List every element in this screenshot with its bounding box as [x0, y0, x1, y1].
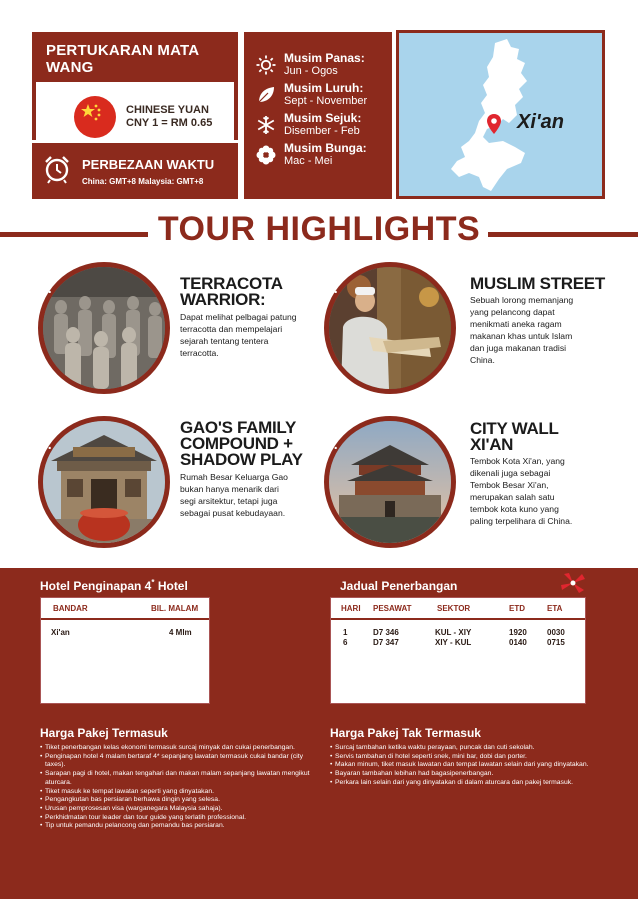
hotel-cell-city: Xi'an — [51, 628, 70, 637]
alarm-clock-icon — [42, 154, 72, 184]
season-months: Sept - November — [284, 95, 368, 107]
location-pin-icon — [486, 113, 502, 135]
currency-exchange-title: PERTUKARAN MATA WANG — [46, 42, 199, 76]
included-title: Harga Pakej Termasuk — [40, 726, 168, 740]
list-item: • Pengangkutan bas persiaran berhawa dingin yang selesa. — [40, 796, 320, 805]
included-list — [40, 744, 320, 831]
season-name: Musim Panas: — [284, 51, 365, 65]
highlight-desc-line: Tembok Kota Xi'an, yang — [470, 456, 565, 466]
highlight-desc-line: tembok kota kuno yang — [470, 504, 559, 514]
china-flag-icon — [74, 96, 116, 138]
highlight-title-line: SHADOW PLAY — [180, 450, 303, 469]
flight-header-aircraft: PESAWAT — [373, 604, 412, 613]
flight-cell: D7 346 — [373, 628, 399, 637]
currency-exchange-panel — [36, 82, 234, 152]
highlight-number: 2. — [326, 280, 338, 296]
flight-header-eta: ETA — [547, 604, 563, 613]
currency-exchange-box — [32, 32, 238, 140]
highlight-title — [470, 421, 559, 453]
season-name: Musim Luruh: — [284, 81, 364, 95]
highlight-desc-line: segi arsitektur, tetapi juga — [180, 496, 278, 506]
list-item: • Bayaran tambahan lebihan had bagasipenerbangan. — [330, 770, 600, 779]
highlight-desc-line: terracotta dan mempelajari — [180, 324, 283, 334]
highlight-number: 4. — [326, 436, 338, 452]
list-item: • Tip untuk pemandu pelancong dan pemandu bas persiaran. — [40, 822, 320, 831]
hotel-star: * — [151, 578, 155, 587]
time-difference-title: PERBEZAAN WAKTU — [82, 157, 215, 172]
flight-cell: 1920 — [509, 628, 527, 637]
season-autumn — [254, 82, 392, 112]
currency-name: CHINESE YUAN — [126, 104, 209, 116]
list-item: • Sarapan pagi di hotel, makan tengahari dan makan malam sepanjang lawatan mengikut aturcara. — [40, 770, 320, 787]
hotel-header-city: BANDAR — [53, 604, 88, 613]
list-item: • Surcaj tambahan ketika waktu perayaan, puncak dan cuti sekolah. — [330, 744, 600, 753]
highlight-title-line: COMPOUND + — [180, 434, 293, 453]
highlight-title — [180, 420, 303, 468]
leaf-icon — [256, 85, 276, 105]
time-difference-detail: China: GMT+8 Malaysia: GMT+8 — [82, 177, 204, 186]
highlight-description — [180, 471, 288, 519]
time-difference-box — [32, 143, 238, 199]
flight-cell: 6 — [343, 638, 348, 647]
list-item: • Tiket penerbangan kelas ekonomi termasuk surcaj minyak dan cukai penerbangan. — [40, 744, 320, 753]
terracotta-warrior-photo — [38, 262, 170, 394]
flight-header-etd: ETD — [509, 604, 525, 613]
list-item: • Makan minum, tiket masuk lawatan dan tempat lawatan selain dari yang dinyatakan. — [330, 761, 600, 770]
highlight-title-line: CITY WALL — [470, 419, 559, 438]
hotel-table — [40, 597, 210, 704]
highlight-description — [470, 455, 572, 527]
highlight-desc-line: sebagai pusat kebudayaan. — [180, 508, 286, 518]
season-months: Jun - Ogos — [284, 65, 338, 77]
seasons-box — [244, 32, 392, 199]
highlight-desc-line: paling terpelihara di China. — [470, 516, 573, 526]
highlight-desc-line: sejarah tentang tentera — [180, 336, 269, 346]
highlight-title-line: GAO'S FAMILY — [180, 418, 296, 437]
divider-right — [488, 232, 638, 237]
snowflake-icon — [256, 115, 276, 135]
highlight-title-line: WARRIOR: — [180, 290, 266, 309]
airline-logo-icon — [560, 572, 586, 594]
highlight-number: 1. — [40, 280, 52, 296]
hotel-header-divider — [41, 618, 209, 620]
highlight-desc-line: menikmati aneka ragam — [470, 319, 562, 329]
highlight-description — [470, 294, 573, 366]
hotel-title — [40, 578, 188, 593]
flight-header-day: HARI — [341, 604, 361, 613]
shaanxi-map — [399, 33, 602, 196]
highlight-desc-line: Dapat melihat pelbagai patung — [180, 312, 297, 322]
flight-table — [330, 597, 586, 704]
highlight-desc-line: makanan khas untuk Islam — [470, 331, 573, 341]
hotel-cell-nights: 4 Mlm — [169, 628, 192, 637]
tour-highlights-title: TOUR HIGHLIGHTS — [157, 210, 481, 248]
highlight-description — [180, 311, 297, 359]
flower-icon — [256, 145, 276, 165]
season-name: Musim Sejuk: — [284, 111, 362, 125]
sun-icon — [256, 55, 276, 75]
highlight-desc-line: merupakan salah satu — [470, 492, 555, 502]
season-months: Disember - Feb — [284, 125, 360, 137]
map-city-label: Xi'an — [517, 111, 564, 133]
highlight-title-line: XI'AN — [470, 435, 514, 454]
season-summer — [254, 52, 392, 82]
currency-rate: CNY 1 = RM 0.65 — [126, 117, 213, 129]
divider-left — [0, 232, 148, 237]
excluded-list — [330, 744, 600, 788]
hotel-title-suffix: Hotel — [154, 579, 188, 593]
flight-header-divider — [331, 618, 585, 620]
season-months: Mac - Mei — [284, 155, 333, 167]
flight-cell: 0030 — [547, 628, 565, 637]
flight-schedule-title: Jadual Penerbangan — [340, 579, 458, 593]
highlight-desc-line: yang pelancong dapat — [470, 307, 555, 317]
highlight-desc-line: Rumah Besar Keluarga Gao — [180, 472, 288, 482]
season-winter — [254, 112, 392, 142]
list-item: • Tiket masuk ke tempat lawatan seperti yang dinyatakan. — [40, 788, 320, 797]
flight-cell: 0140 — [509, 638, 527, 647]
excluded-title: Harga Pakej Tak Termasuk — [330, 726, 481, 740]
highlight-desc-line: China. — [470, 355, 495, 365]
list-item: • Perkhidmatan tour leader dan tour guide yang terlatih professional. — [40, 814, 320, 823]
season-name: Musim Bunga: — [284, 141, 367, 155]
map-box — [396, 30, 605, 199]
hotel-header-nights: BIL. MALAM — [151, 604, 199, 613]
highlight-title-line: MUSLIM STREET — [470, 274, 605, 293]
flight-cell: KUL - XIY — [435, 628, 472, 637]
list-item: • Penginapan hotel 4 malam bertaraf 4* sepanjang lawatan termasuk cukai bandar (city taxes). — [40, 753, 320, 770]
list-item: • Perkara lain selain dari yang dinyatakan di dalam aturcara dan pakej termasuk. — [330, 779, 600, 788]
list-item: • Urusan pemprosesan visa (warganegara Malaysia sahaja). — [40, 805, 320, 814]
flight-cell: 0715 — [547, 638, 565, 647]
list-item: • Servis tambahan di hotel seperti snek, mini bar, dobi dan porter. — [330, 753, 600, 762]
flight-cell: XIY - KUL — [435, 638, 472, 647]
gao-family-compound-photo — [38, 416, 170, 548]
highlight-desc-line: dikenali juga sebagai — [470, 468, 551, 478]
city-wall-xian-photo — [324, 416, 456, 548]
highlight-desc-line: Sebuah lorong memanjang — [470, 295, 574, 305]
highlight-desc-line: Tembok Besar Xi'an, — [470, 480, 549, 490]
highlight-desc-line: bukan hanya menarik dari — [180, 484, 279, 494]
highlight-desc-line: terracotta. — [180, 348, 219, 358]
hotel-title-text: Hotel Penginapan 4 — [40, 579, 152, 593]
highlight-title — [180, 276, 283, 308]
flight-cell: 1 — [343, 628, 348, 637]
flight-header-sector: SEKTOR — [437, 604, 471, 613]
flight-cell: D7 347 — [373, 638, 399, 647]
highlight-title-line: TERRACOTA — [180, 274, 283, 293]
season-spring — [254, 142, 392, 172]
highlight-title — [470, 276, 605, 292]
highlight-desc-line: dan juga makanan tradisi — [470, 343, 567, 353]
muslim-street-photo — [324, 262, 456, 394]
highlight-number: 3. — [40, 436, 52, 452]
